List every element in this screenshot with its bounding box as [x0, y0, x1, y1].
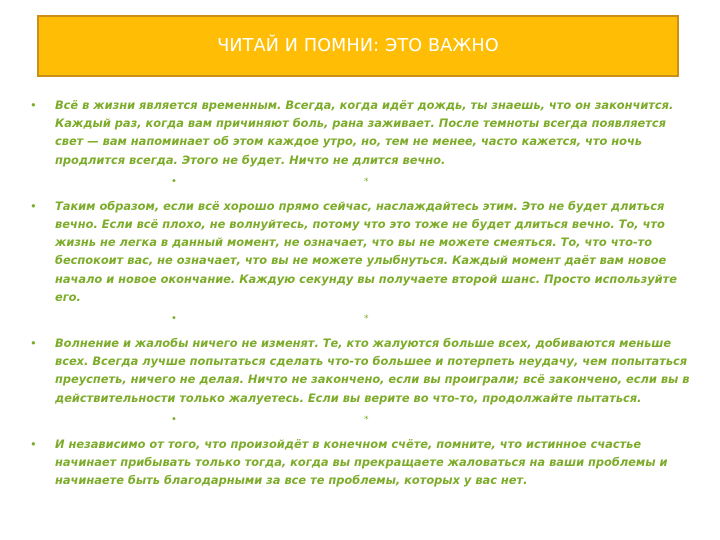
separator	[30, 310, 690, 328]
separator-dot-icon: •	[171, 413, 177, 425]
paragraph-2	[30, 197, 690, 306]
bullet-icon: •	[30, 336, 37, 351]
paragraph-3	[30, 334, 690, 407]
separator	[30, 173, 690, 191]
separator-star-icon: *	[364, 176, 369, 187]
separator-star-icon: *	[364, 314, 369, 325]
text-body	[30, 96, 690, 489]
paragraph-text: Волнение и жалобы ничего не изменят. Те, кто жалуются больше всех, добиваются меньше всех. Всегда лучше попытаться сделать что-то большее и потерпеть неудачу, чем попытаться преуспеть, ничего не делая. Ничто не закончено, если вы проиграли; всё закончено, если вы в действительности только жалуетесь. Если вы верите во что-то, продолжайте пытаться.	[55, 336, 690, 405]
separator-star-icon: *	[364, 414, 369, 425]
separator-dot-icon: •	[171, 175, 177, 187]
paragraph-text: Таким образом, если всё хорошо прямо сейчас, наслаждайтесь этим. Это не будет длиться вечно. Если всё плохо, не волнуйтесь, потому что это тоже не будет длиться вечно. То, что жизнь не легка в данный момент, не означает, что вы не можете смеяться. То, что что-то беспокоит вас, не означает, что вы не можете улыбнуться. Каждый момент даёт вам новое начало и новое окончание. Каждую секунду вы получаете второй шанс. Просто используйте его.	[55, 198, 677, 304]
paragraph-1	[30, 96, 690, 169]
paragraph-text: Всё в жизни является временным. Всегда, когда идёт дождь, ты знаешь, что он закончится. Каждый раз, когда вам причиняют боль, рана заживает. После темноты всегда появляется свет — вам напоминает об этом каждое утро, но, тем не менее, часто кажется, что ночь продлится всегда. Этого не будет. Ничто не длится вечно.	[55, 98, 674, 167]
title-banner	[37, 15, 679, 77]
paragraph-4	[30, 435, 690, 490]
bullet-icon: •	[30, 198, 37, 213]
separator	[30, 411, 690, 429]
separator-dot-icon: •	[171, 313, 177, 325]
bullet-icon: •	[30, 436, 37, 451]
bullet-icon: •	[30, 98, 37, 112]
page-title: ЧИТАЙ И ПОМНИ: ЭТО ВАЖНО	[217, 36, 499, 56]
paragraph-text: И независимо от того, что произойдёт в конечном счёте, помните, что истинное счастье начинает прибывать только тогда, когда вы прекращаете жаловаться на ваши проблемы и начинаете быть благодарными за все те проблемы, которых у вас нет.	[55, 436, 668, 488]
